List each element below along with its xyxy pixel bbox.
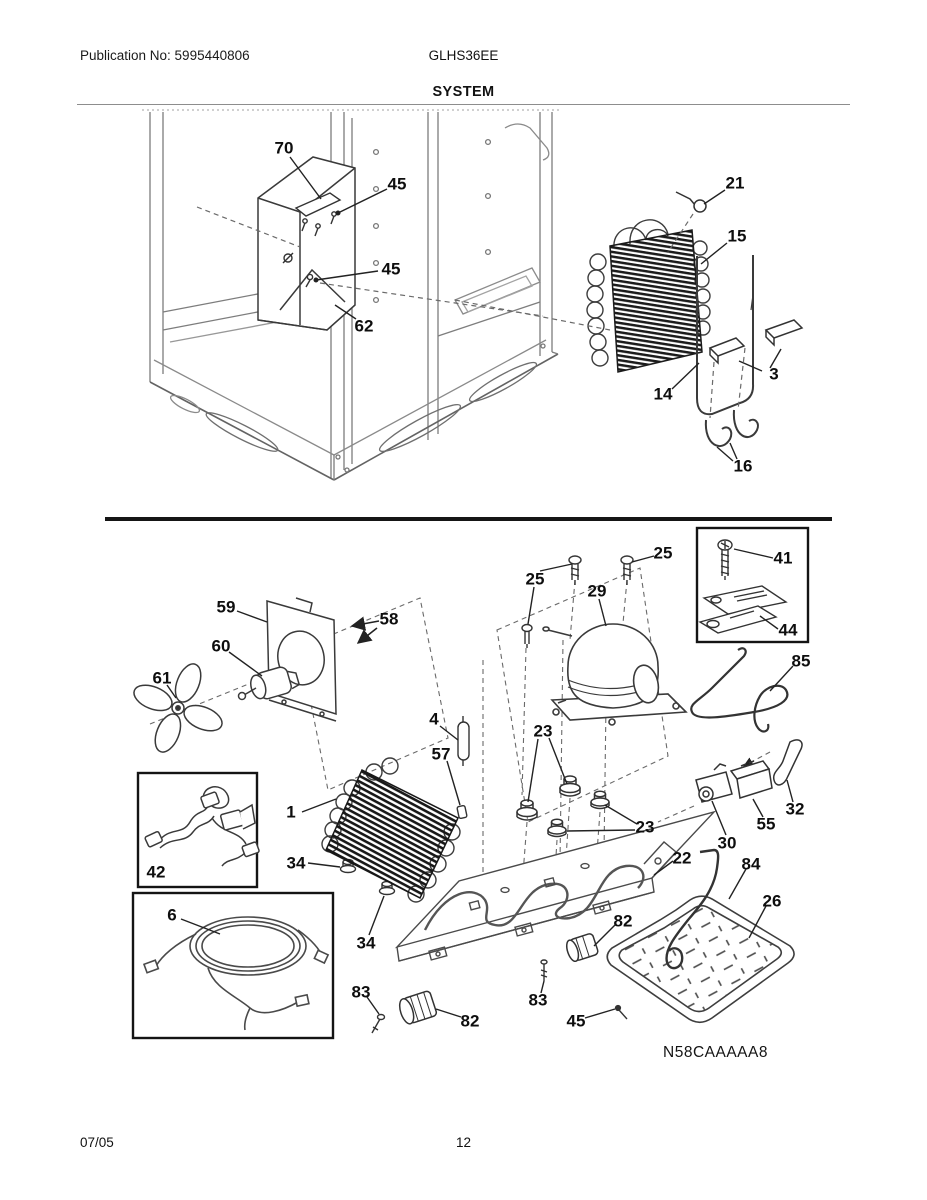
model-number: GLHS36EE (428, 48, 499, 63)
rollers-82 (397, 933, 599, 1026)
callout-45: 45 (387, 174, 407, 194)
callout-21: 21 (725, 173, 745, 193)
callout-25: 25 (525, 569, 545, 589)
callout-44: 44 (778, 620, 798, 640)
screws-83 (372, 960, 547, 1033)
callout-60: 60 (211, 636, 231, 656)
bracket-32 (774, 740, 802, 785)
callout-85: 85 (791, 651, 811, 671)
fan-shroud-59 (267, 598, 336, 721)
callout-29: 29 (587, 581, 607, 601)
callout-83: 83 (528, 990, 548, 1010)
callout-59: 59 (216, 597, 236, 617)
callout-45: 45 (566, 1011, 586, 1031)
callout-14: 14 (653, 384, 673, 404)
callout-57: 57 (431, 744, 451, 764)
callout-41: 41 (773, 548, 793, 568)
page-title: SYSTEM (432, 84, 495, 100)
callout-61: 61 (152, 668, 172, 688)
callout-4: 4 (429, 709, 439, 729)
ice-bin-support-62 (258, 157, 355, 330)
callout-34: 34 (286, 853, 306, 873)
screw-45-bottom (616, 1006, 627, 1019)
callout-3: 3 (769, 364, 779, 384)
callout-58: 58 (379, 609, 399, 629)
callout-55: 55 (756, 814, 776, 834)
inset-box-6 (133, 893, 333, 1038)
callout-15: 15 (727, 226, 747, 246)
callout-70: 70 (274, 138, 294, 158)
callout-22: 22 (672, 848, 692, 868)
relay-55 (731, 761, 772, 798)
tube-85 (691, 648, 787, 731)
inset-box-42 (138, 773, 260, 887)
evaporator-coil-15 (587, 220, 710, 372)
publication-number: Publication No: 5995440806 (80, 48, 250, 63)
callout-83: 83 (351, 982, 371, 1002)
callout-45: 45 (381, 259, 401, 279)
drain-pan-26 (607, 896, 794, 1022)
callout-23: 23 (635, 817, 655, 837)
valve-21 (676, 192, 706, 212)
footer-page-number: 12 (455, 1135, 472, 1150)
callout-16: 16 (733, 456, 753, 476)
condenser-coil-1 (322, 758, 460, 902)
callout-32: 32 (785, 799, 805, 819)
diagram-code: N58CAAAAA8 (663, 1044, 768, 1061)
drier-4 (458, 716, 469, 766)
water-valve-30 (696, 764, 732, 802)
callout-6: 6 (167, 905, 177, 925)
callout-82: 82 (613, 911, 633, 931)
callout-82: 82 (460, 1011, 480, 1031)
callout-1: 1 (286, 802, 296, 822)
callout-84: 84 (741, 854, 761, 874)
callout-42: 42 (146, 862, 166, 882)
clip-57 (457, 805, 467, 818)
callout-62: 62 (354, 316, 374, 336)
footer-date: 07/05 (80, 1135, 114, 1150)
callout-23: 23 (533, 721, 553, 741)
hooks-16 (706, 410, 758, 446)
callout-30: 30 (717, 833, 737, 853)
callout-26: 26 (762, 891, 782, 911)
inset-box-41-44 (697, 528, 808, 642)
callout-34: 34 (356, 933, 376, 953)
clips-3 (710, 320, 802, 363)
fan-blade-61 (117, 647, 239, 769)
screws-58 (352, 621, 379, 643)
compressor-29 (543, 624, 686, 725)
callout-25: 25 (653, 543, 673, 563)
